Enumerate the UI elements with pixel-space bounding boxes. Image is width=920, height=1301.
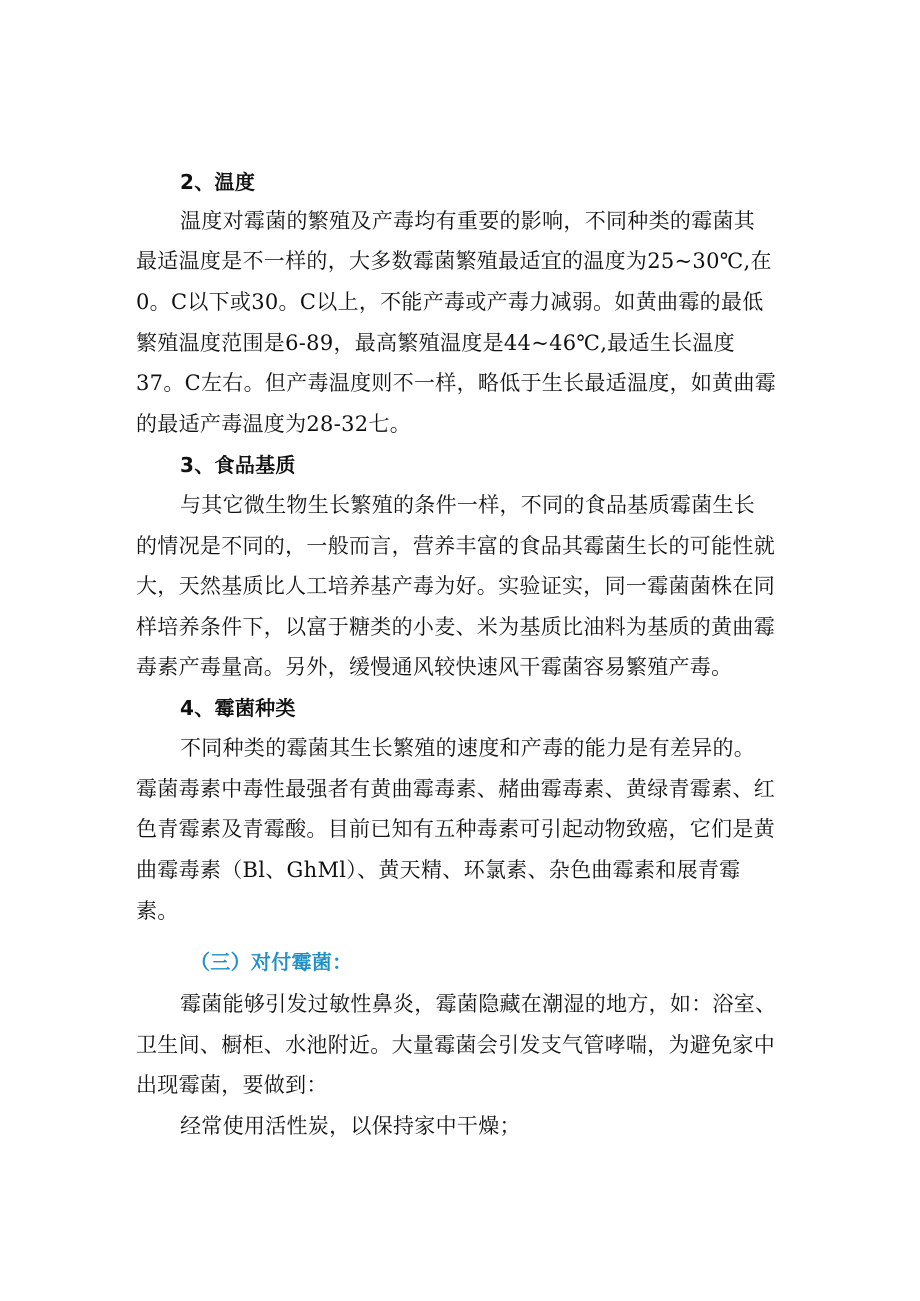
section-heading-combat-mold: （三）对付霉菌： [190,950,353,974]
section-heading-food-substrate: 3、食品基质 [180,453,296,477]
paragraph-line: 色青霉素及青霉酸。目前已知有五种毒素可引起动物致癌，它们是黄 [136,817,775,841]
paragraph-line: 繁殖温度范围是6-89，最高繁殖温度是44~46℃,最适生长温度 [136,331,735,355]
paragraph-line: 与其它微生物生长繁殖的条件一样，不同的食品基质霉菌生长 [180,493,756,517]
paragraph-line: 经常使用活性炭，以保持家中干燥； [180,1114,521,1138]
section-heading-mold-species: 4、霉菌种类 [180,696,296,720]
paragraph-line: 毒素产毒量高。另外，缓慢通风较快速风干霉菌容易繁殖产毒。 [136,655,733,679]
paragraph-line: 卫生间、橱柜、水池附近。大量霉菌会引发支气管哮喘，为避免家中 [136,1033,775,1057]
paragraph-line: 大，天然基质比人工培养基产毒为好。实验证实，同一霉菌菌株在同 [136,574,775,598]
paragraph-line: 的最适产毒温度为28-32七。 [136,412,412,436]
paragraph-line: 温度对霉菌的繁殖及产毒均有重要的影响，不同种类的霉菌其 [180,209,756,233]
paragraph-line: 霉菌毒素中毒性最强者有黄曲霉毒素、赭曲霉毒素、黄绿青霉素、红 [136,777,775,801]
paragraph-line: 样培养条件下，以富于糖类的小麦、米为基质比油料为基质的黄曲霉 [136,615,775,639]
paragraph-line: 素。 [136,899,179,923]
paragraph-line: 出现霉菌，要做到： [136,1073,328,1097]
paragraph-line: 曲霉毒素（Bl、GhMl）、黄天精、环氯素、杂色曲霉素和展青霉 [136,858,741,882]
paragraph-line: 0。C以下或30。C以上，不能产毒或产毒力减弱。如黄曲霉的最低 [136,290,764,314]
section-heading-temperature: 2、温度 [180,170,256,194]
paragraph-line: 的情况是不同的，一般而言，营养丰富的食品其霉菌生长的可能性就 [136,534,775,558]
paragraph-line: 最适温度是不一样的，大多数霉菌繁殖最适宜的温度为25~30℃,在 [136,249,772,273]
paragraph-line: 霉菌能够引发过敏性鼻炎，霉菌隐藏在潮湿的地方，如：浴室、 [180,992,777,1016]
paragraph-line: 37。C左右。但产毒温度则不一样，略低于生长最适温度，如黄曲霉 [136,371,777,395]
paragraph-line: 不同种类的霉菌其生长繁殖的速度和产毒的能力是有差异的。 [180,736,756,760]
